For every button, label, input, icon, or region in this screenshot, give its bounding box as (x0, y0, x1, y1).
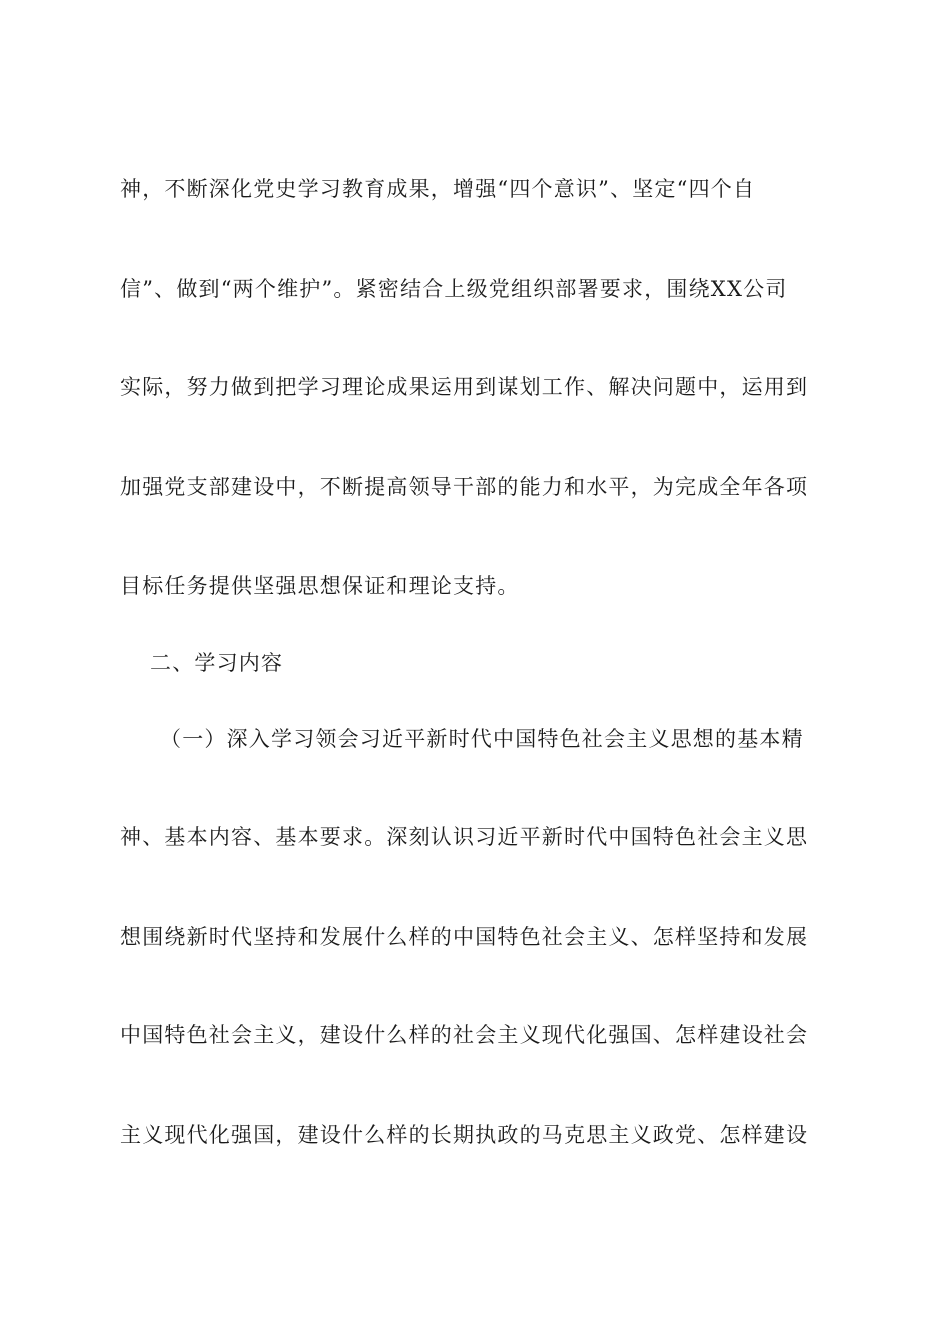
paragraph-line: 中国特色社会主义，建设什么样的社会主义现代化强国、怎样建设社会 (120, 1023, 809, 1047)
paragraph-line: 信”、做到“两个维护”。紧密结合上级党组织部署要求，围绕XX公司 (120, 277, 788, 301)
paragraph-line: 神，不断深化党史学习教育成果，增强“四个意识”、坚定“四个自 (120, 177, 756, 201)
section-heading: 二、学习内容 (150, 651, 284, 675)
paragraph-line: 主义现代化强国，建设什么样的长期执政的马克思主义政党、怎样建设 (120, 1123, 809, 1147)
paragraph-line: 加强党支部建设中，不断提高领导干部的能力和水平，为完成全年各项 (120, 475, 809, 499)
paragraph-line: 目标任务提供坚强思想保证和理论支持。 (120, 574, 520, 598)
paragraph-line: 神、基本内容、基本要求。深刻认识习近平新时代中国特色社会主义思 (120, 825, 809, 849)
paragraph-line: 想围绕新时代坚持和发展什么样的中国特色社会主义、怎样坚持和发展 (120, 925, 809, 949)
subsection-first-line: （一）深入学习领会习近平新时代中国特色社会主义思想的基本精 (160, 727, 804, 751)
paragraph-line: 实际，努力做到把学习理论成果运用到谋划工作、解决问题中，运用到 (120, 375, 809, 399)
